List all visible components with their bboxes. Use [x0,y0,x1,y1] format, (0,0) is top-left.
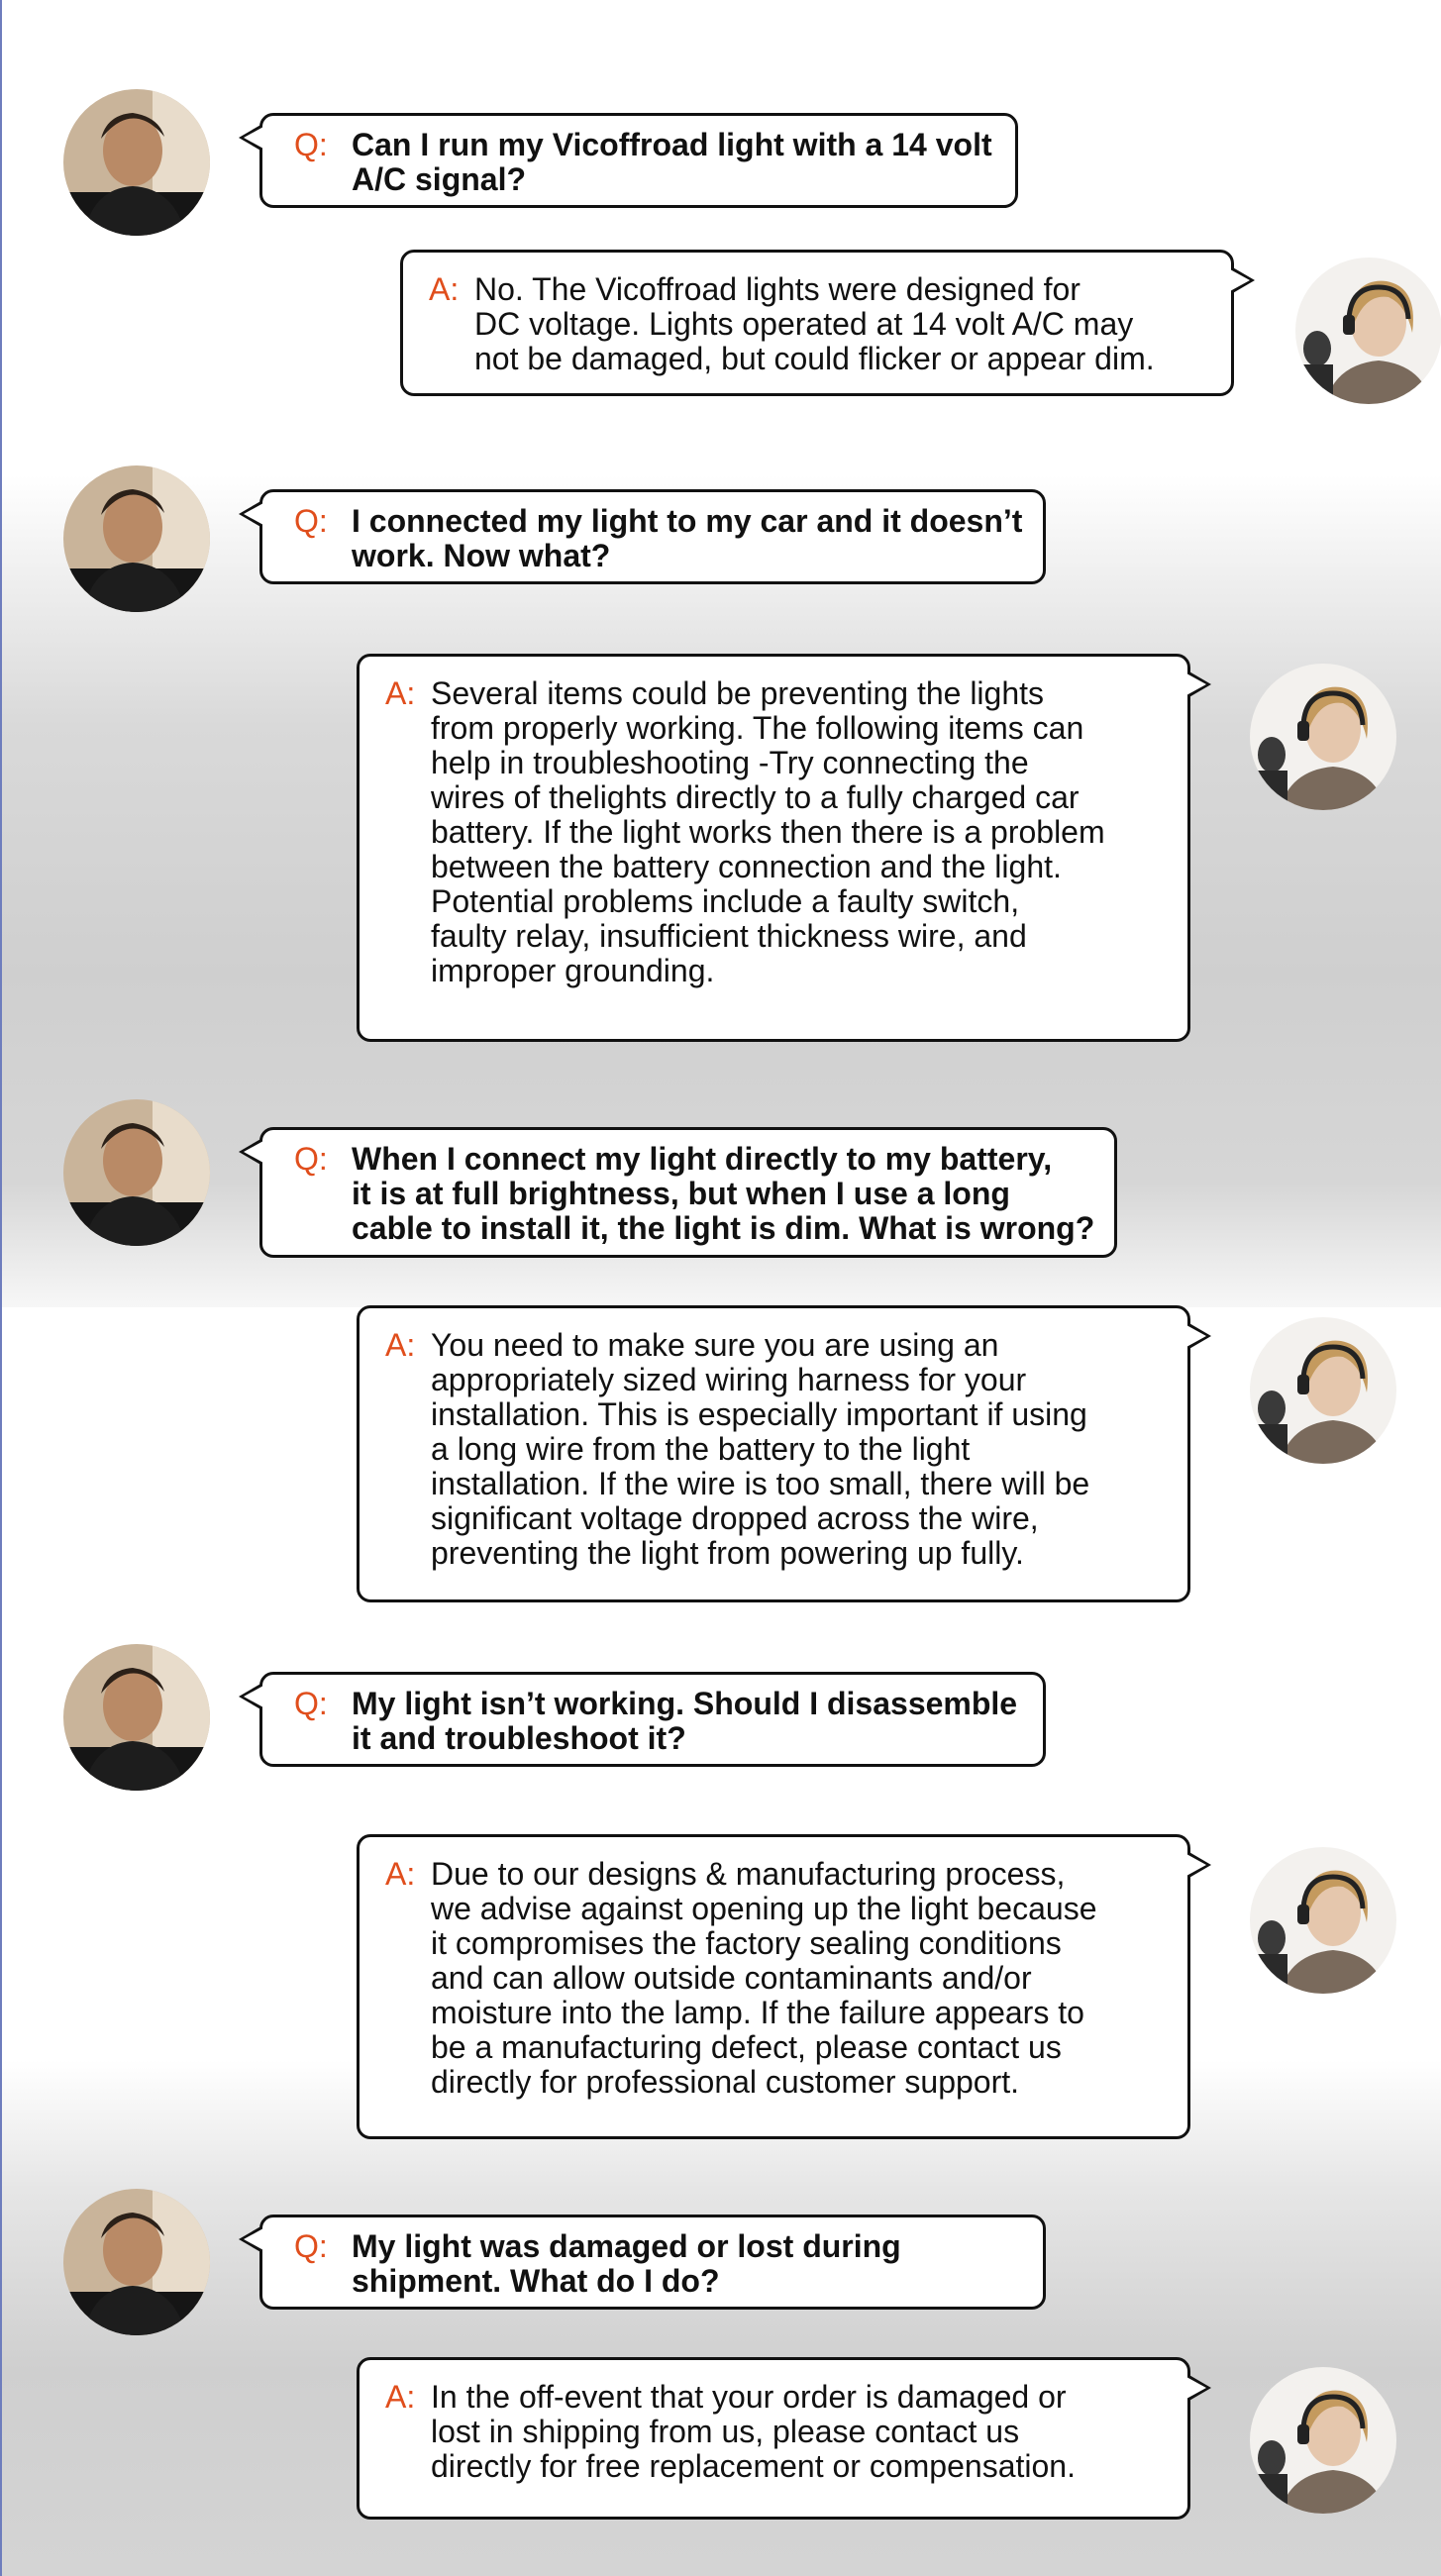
answer-text-line: between the battery connection and the light. [431,849,1062,884]
answer-text-line: installation. This is especially important if using [431,1396,1087,1432]
question-text-line: My light isn’t working. Should I disassemble [352,1686,1018,1721]
answer-text-line: it compromises the factory sealing conditions [431,1925,1062,1961]
answer-text-line: not be damaged, but could flicker or appear dim. [474,341,1155,376]
question-text-line: it is at full brightness, but when I use a long [352,1176,1010,1211]
answer-text-line: Due to our designs & manufacturing process, [431,1856,1066,1892]
bubble-tail-fill [1186,2377,1206,2399]
answer-text-line: preventing the light from powering up fully. [431,1535,1024,1571]
customer-avatar-icon [63,465,210,612]
answer-text-line: a long wire from the battery to the light [431,1431,971,1467]
question-text-line: it and troubleshoot it? [352,1720,686,1756]
bubble-tail-fill [244,503,263,525]
bubble-tail-fill [1186,673,1206,695]
question-prefix: Q: [294,1686,328,1721]
customer-avatar-icon [63,1644,210,1791]
answer-text-line: You need to make sure you are using an [431,1327,999,1363]
answer-prefix: A: [429,271,460,307]
question-bubble [259,113,1018,208]
question-text-line: A/C signal? [352,161,527,197]
bubble-tail-fill [1186,1854,1206,1876]
answer-prefix: A: [385,1856,416,1892]
answer-text-line: lost in shipping from us, please contact us [431,2414,1020,2449]
answer-text-line: help in troubleshooting -Try connecting the [431,745,1029,780]
bubble-tail-fill [244,1141,263,1163]
answer-text-line: DC voltage. Lights operated at 14 volt A/C may [474,306,1134,342]
answer-prefix: A: [385,675,416,711]
question-prefix: Q: [294,2228,328,2264]
answer-text-line: from properly working. The following items can [431,710,1084,746]
answer-text-line: battery. If the light works then there is a problem [431,814,1105,850]
question-text-line: I connected my light to my car and it doesn’t [352,503,1023,539]
answer-text-line: appropriately sized wiring harness for your [431,1362,1027,1397]
question-prefix: Q: [294,127,328,162]
question-text-line: cable to install it, the light is dim. What is wrong? [352,1210,1095,1246]
answer-text-line: moisture into the lamp. If the failure appears to [431,1995,1084,2030]
answer-text-line: directly for free replacement or compensation. [431,2448,1076,2484]
question-text-line: When I connect my light directly to my battery, [352,1141,1053,1177]
page-edge-rule [0,0,2,2576]
answer-text-line: be a manufacturing defect, please contact us [431,2029,1062,2065]
answer-bubble [357,2357,1190,2520]
bubble-tail-fill [244,1686,263,1707]
answer-bubble [357,654,1190,1042]
customer-avatar-icon [63,89,210,236]
bubble-tail-fill [1186,1325,1206,1347]
question-bubble [259,1672,1046,1767]
bubble-tail-fill [1230,269,1250,291]
question-text-line: work. Now what? [352,538,611,573]
answer-text-line: directly for professional customer support. [431,2064,1020,2100]
support-agent-avatar-icon [1250,1317,1396,1464]
customer-avatar-icon [63,2189,210,2335]
answer-bubble [357,1305,1190,1602]
bubble-tail-fill [244,2228,263,2250]
answer-text-line: In the off-event that your order is damaged or [431,2379,1067,2415]
support-agent-avatar-icon [1250,1847,1396,1994]
customer-avatar-icon [63,1099,210,1246]
answer-text-line: Several items could be preventing the lights [431,675,1045,711]
answer-bubble [357,1834,1190,2139]
support-agent-avatar-icon [1295,258,1441,404]
question-prefix: Q: [294,503,328,539]
question-bubble [259,1127,1117,1258]
bubble-tail-fill [244,127,263,149]
support-agent-avatar-icon [1250,2367,1396,2514]
answer-text-line: installation. If the wire is too small, there will be [431,1466,1090,1501]
answer-text-line: Potential problems include a faulty switch, [431,883,1020,919]
answer-text-line: wires of thelights directly to a fully charged car [431,779,1080,815]
question-text-line: Can I run my Vicoffroad light with a 14 volt [352,127,992,162]
question-bubble [259,2215,1046,2310]
answer-text-line: No. The Vicoffroad lights were designed for [474,271,1081,307]
answer-text-line: and can allow outside contaminants and/or [431,1960,1032,1996]
answer-text-line: significant voltage dropped across the wire, [431,1500,1039,1536]
question-text-line: My light was damaged or lost during [352,2228,901,2264]
answer-text-line: faulty relay, insufficient thickness wire, and [431,918,1027,954]
answer-bubble [400,250,1234,396]
answer-text-line: we advise against opening up the light because [431,1891,1097,1926]
question-bubble [259,489,1046,584]
answer-text-line: improper grounding. [431,953,715,988]
answer-prefix: A: [385,1327,416,1363]
support-agent-avatar-icon [1250,664,1396,810]
question-prefix: Q: [294,1141,328,1177]
question-text-line: shipment. What do I do? [352,2263,720,2299]
answer-prefix: A: [385,2379,416,2415]
